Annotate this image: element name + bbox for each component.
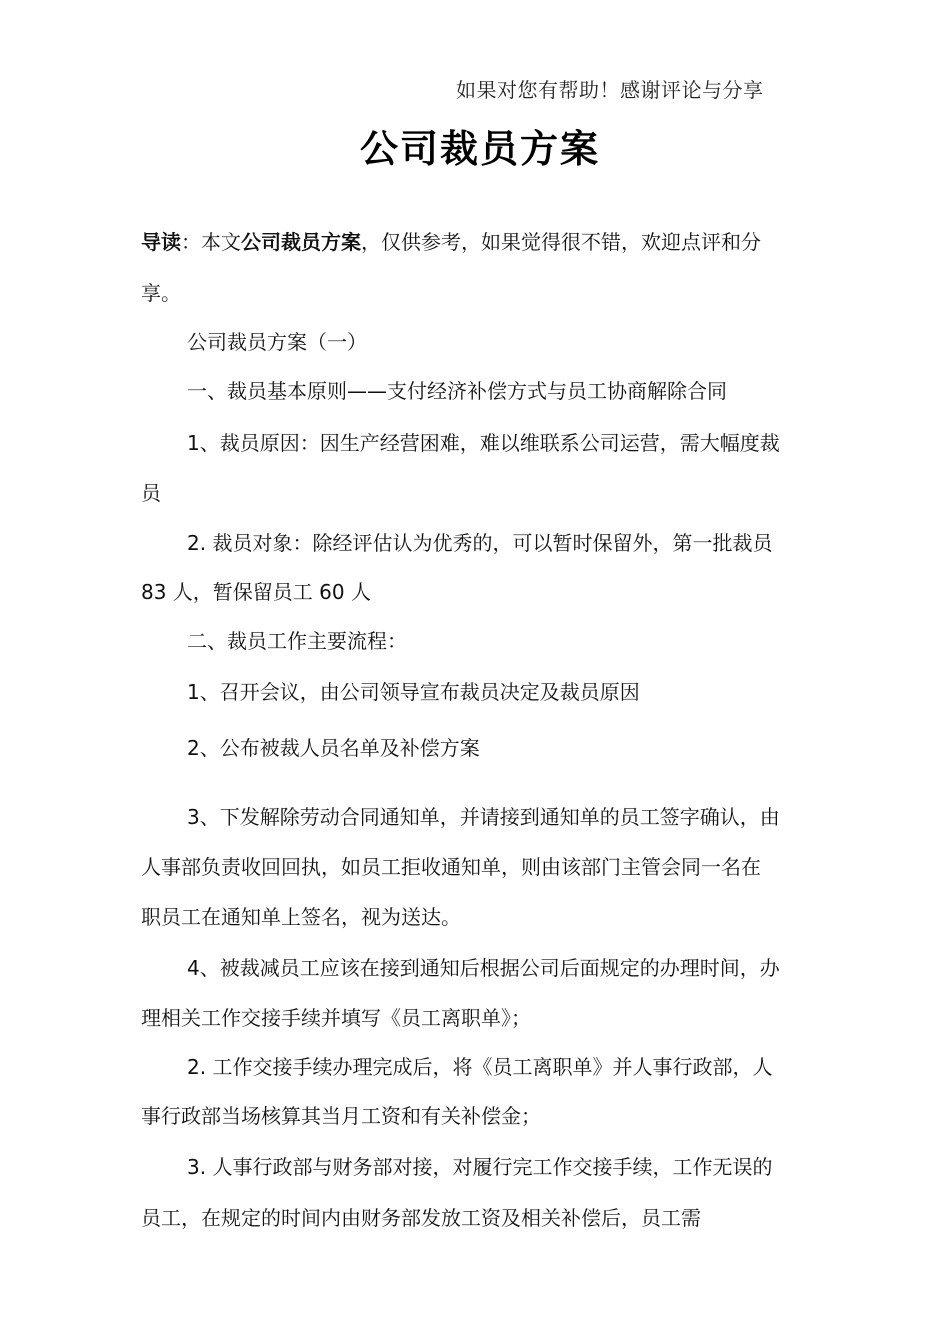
paragraph-line: 二、裁员工作主要流程： bbox=[187, 629, 407, 653]
intro-line-1 bbox=[141, 229, 761, 255]
paragraph-line: 员工，在规定的时间内由财务部发放工资及相关补偿后，员工需 bbox=[141, 1206, 701, 1230]
paragraph-line: 人事部负责收回回执，如员工拒收通知单，则由该部门主管会同一名在 bbox=[141, 855, 761, 879]
paragraph-line: 事行政部当场核算其当月工资和有关补偿金； bbox=[141, 1104, 541, 1128]
paragraph-line: 1、裁员原因：因生产经营困难，难以维联系公司运营，需大幅度裁 bbox=[187, 431, 780, 455]
paragraph-line: 2. 工作交接手续办理完成后，将《员工离职单》并人事行政部，人 bbox=[187, 1055, 773, 1079]
paragraph-line: 1、召开会议，由公司领导宣布裁员决定及裁员原因 bbox=[187, 680, 640, 704]
page-title: 公司裁员方案 bbox=[359, 127, 600, 171]
intro-label: 导读 bbox=[141, 230, 181, 254]
intro-rest: ，仅供参考，如果觉得很不错，欢迎点评和分 bbox=[361, 230, 761, 254]
intro-doc-name: 公司裁员方案 bbox=[241, 230, 361, 254]
intro-colon: ：本文 bbox=[181, 230, 241, 254]
paragraph-line: 2. 裁员对象：除经评估认为优秀的，可以暂时保留外，第一批裁员 bbox=[187, 531, 773, 555]
paragraph-line: 4、被裁减员工应该在接到通知后根据公司后面规定的办理时间，办 bbox=[187, 956, 780, 980]
paragraph-line: 理相关工作交接手续并填写《员工离职单》； bbox=[141, 1006, 531, 1030]
paragraph-line: 2、公布被裁人员名单及补偿方案 bbox=[187, 736, 480, 760]
paragraph-line: 职员工在通知单上签名，视为送达。 bbox=[141, 905, 461, 929]
paragraph-line: 83 人，暂保留员工 60 人 bbox=[141, 580, 371, 604]
paragraph-line: 一、裁员基本原则——支付经济补偿方式与员工协商解除合同 bbox=[187, 379, 727, 403]
paragraph-line: 3、下发解除劳动合同通知单，并请接到通知单的员工签字确认，由 bbox=[187, 805, 780, 829]
paragraph-line: 员 bbox=[141, 481, 161, 505]
paragraph-line: 公司裁员方案（一） bbox=[187, 330, 367, 354]
header-note: 如果对您有帮助！感谢评论与分享 bbox=[456, 78, 764, 102]
intro-line-2: 享。 bbox=[141, 281, 181, 305]
paragraph-line: 3. 人事行政部与财务部对接，对履行完工作交接手续，工作无误的 bbox=[187, 1155, 773, 1179]
